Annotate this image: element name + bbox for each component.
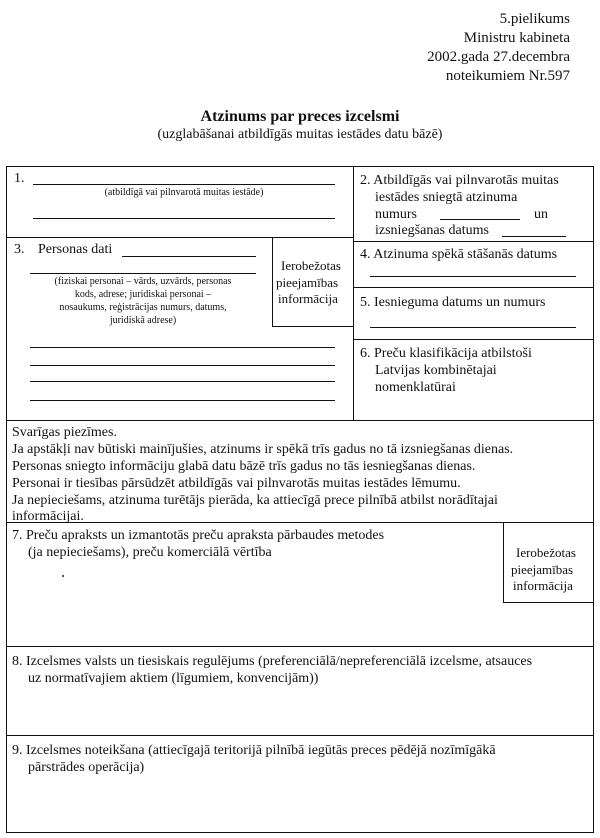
field2-line4: izsniegšanas datums <box>375 223 489 238</box>
field3-line[interactable] <box>30 347 335 348</box>
restricted-label-3: informācija <box>278 291 338 306</box>
restricted-label-2: pieejamības <box>276 275 339 290</box>
field3-person-input[interactable] <box>122 256 256 257</box>
field3-person-line2[interactable] <box>30 273 256 274</box>
notes-line5: informācijai. <box>12 509 84 524</box>
column-divider <box>353 166 354 420</box>
restricted7-label-1: Ierobežotas <box>516 545 576 560</box>
field4-date-input[interactable] <box>370 276 576 277</box>
field3-line[interactable] <box>30 381 335 382</box>
row-divider <box>6 420 593 421</box>
field2-line2: iestādes sniegtā atzinuma <box>375 190 518 205</box>
notes-line3: Personai ir tiesības pārsūdzēt atbildīgās vai pilnvarotās muitas iestādes lēmumu. <box>12 476 461 491</box>
notes-line2: Personas sniegto informāciju glabā datu bāzē trīs gadus no tās iesniegšanas dienas. <box>12 459 476 474</box>
notes-line1: Ja apstākļi nav būtiski mainījušies, atzinums ir spēkā trīs gadus no tā izsniegšanas dienas. <box>12 442 514 457</box>
field6-line2: Latvijas kombinētajai <box>375 363 497 378</box>
document-title: Atzinums par preces izcelsmi <box>200 108 400 125</box>
restricted7-label-3: informācija <box>513 578 573 593</box>
notes-line4: Ja nepieciešams, atzinuma turētājs pierāda, ka attiecīgā prece pilnībā atbilst norādītajai <box>12 493 498 508</box>
field1-caption: (atbildīgā vai pilnvarotā muitas iestāde) <box>104 187 264 198</box>
row-divider <box>353 241 593 242</box>
field3-number: 3. <box>14 242 25 257</box>
field6-line3: nomenklatūrai <box>375 380 456 395</box>
field3-caption1: (fiziskai personai – vārds, uzvārds, personas <box>54 276 232 287</box>
field4-label: 4. Atzinuma spēkā stāšanās datums <box>360 247 558 262</box>
field3-line[interactable] <box>30 365 335 366</box>
field1-second-line[interactable] <box>33 218 335 219</box>
field3-caption4: juridiskā adrese) <box>109 315 177 326</box>
field7-line2: (ja nepieciešams), preču komerciālā vērtība <box>28 545 272 560</box>
field3-label: Personas dati <box>38 242 113 257</box>
field5-input[interactable] <box>370 327 576 328</box>
field3-caption2: kods, adrese; juridiskai personai – <box>74 289 212 300</box>
field2-line3a: numurs <box>375 207 417 222</box>
row-divider <box>6 735 593 736</box>
field1-number: 1. <box>14 171 25 186</box>
ink-dot <box>62 575 64 577</box>
field2-number-input[interactable] <box>440 219 520 220</box>
restricted-label-1: Ierobežotas <box>281 258 341 273</box>
field7-line1: 7. Preču apraksts un izmantotās preču apraksta pārbaudes metodes <box>12 528 385 543</box>
field2-date-input[interactable] <box>502 236 566 237</box>
regulation-number: noteikumiem Nr.597 <box>445 68 570 84</box>
regulation-date: 2002.gada 27.decembra <box>427 49 570 65</box>
field2-line1: 2. Atbildīgās vai pilnvarotās muitas <box>360 173 559 188</box>
cabinet-label: Ministru kabineta <box>463 30 570 46</box>
field8-line2: uz normatīvajiem aktiem (līgumiem, konvencijām)) <box>28 671 319 686</box>
field9-line2: pārstrādes operācija) <box>28 760 145 775</box>
field6-line1: 6. Preču klasifikācija atbilstoši <box>360 346 532 361</box>
field8-line1: 8. Izcelsmes valsts un tiesiskais regulējums (preferenciālā/nepreferenciālā izcelsme, atsauces <box>12 654 533 669</box>
annex-number: 5.pielikums <box>499 11 570 27</box>
restricted7-label-2: pieejamības <box>511 562 574 577</box>
field3-line[interactable] <box>30 400 335 401</box>
field1-customs-office-line[interactable] <box>33 184 335 185</box>
row-divider <box>353 339 593 340</box>
row-divider <box>353 287 593 288</box>
row-divider <box>6 646 593 647</box>
field3-caption3: nosaukums, reģistrācijas numurs, datums, <box>59 302 227 313</box>
field5-label: 5. Iesnieguma datums un numurs <box>360 295 546 310</box>
notes-heading: Svarīgas piezīmes. <box>12 425 117 440</box>
field9-line1: 9. Izcelsmes noteikšana (attiecīgajā teritorijā pilnībā iegūtās preces pēdējā nozīmīgākā <box>12 743 496 758</box>
field2-line3b: un <box>534 207 548 222</box>
annex-header <box>427 10 570 86</box>
document-subtitle: (uzglabāšanai atbildīgās muitas iestādes datu bāzē) <box>157 127 443 142</box>
